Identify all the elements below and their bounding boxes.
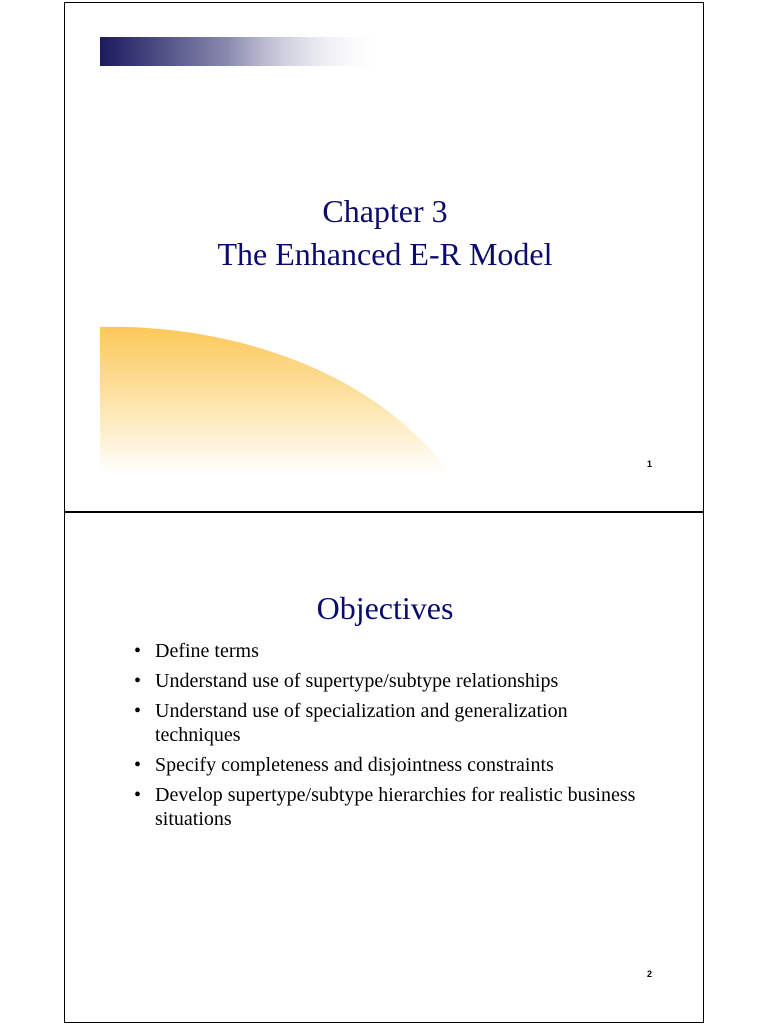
bullet-icon: •: [134, 784, 142, 806]
slide-number: 1: [646, 459, 652, 469]
objectives-list: [125, 639, 645, 837]
slide-number: 2: [646, 969, 652, 979]
slide-title-line-1: Chapter 3: [322, 193, 448, 229]
list-item: [125, 699, 645, 747]
objectives-heading: Objectives: [316, 590, 454, 626]
bullet-icon: •: [134, 700, 142, 722]
list-item-text: Understand use of specialization and generalization techniques: [155, 700, 568, 746]
list-item: [125, 783, 645, 831]
corner-arc-decoration: [100, 324, 460, 474]
slide-1: [64, 2, 704, 512]
bullet-icon: •: [134, 640, 142, 662]
list-item: [125, 639, 645, 663]
slide-2: [64, 512, 704, 1023]
list-item-text: Specify completeness and disjointness constraints: [155, 754, 554, 776]
list-item: [125, 753, 645, 777]
slide-title-line-2: The Enhanced E-R Model: [217, 236, 553, 272]
bullet-icon: •: [134, 670, 142, 692]
slide-title: [65, 190, 704, 276]
list-item-text: Define terms: [155, 640, 259, 662]
list-item: [125, 669, 645, 693]
bullet-icon: •: [134, 754, 142, 776]
list-item-text: Develop supertype/subtype hierarchies for realistic business situations: [155, 784, 636, 830]
title-bar-decoration: [100, 37, 385, 66]
list-item-text: Understand use of supertype/subtype relationships: [155, 670, 559, 692]
